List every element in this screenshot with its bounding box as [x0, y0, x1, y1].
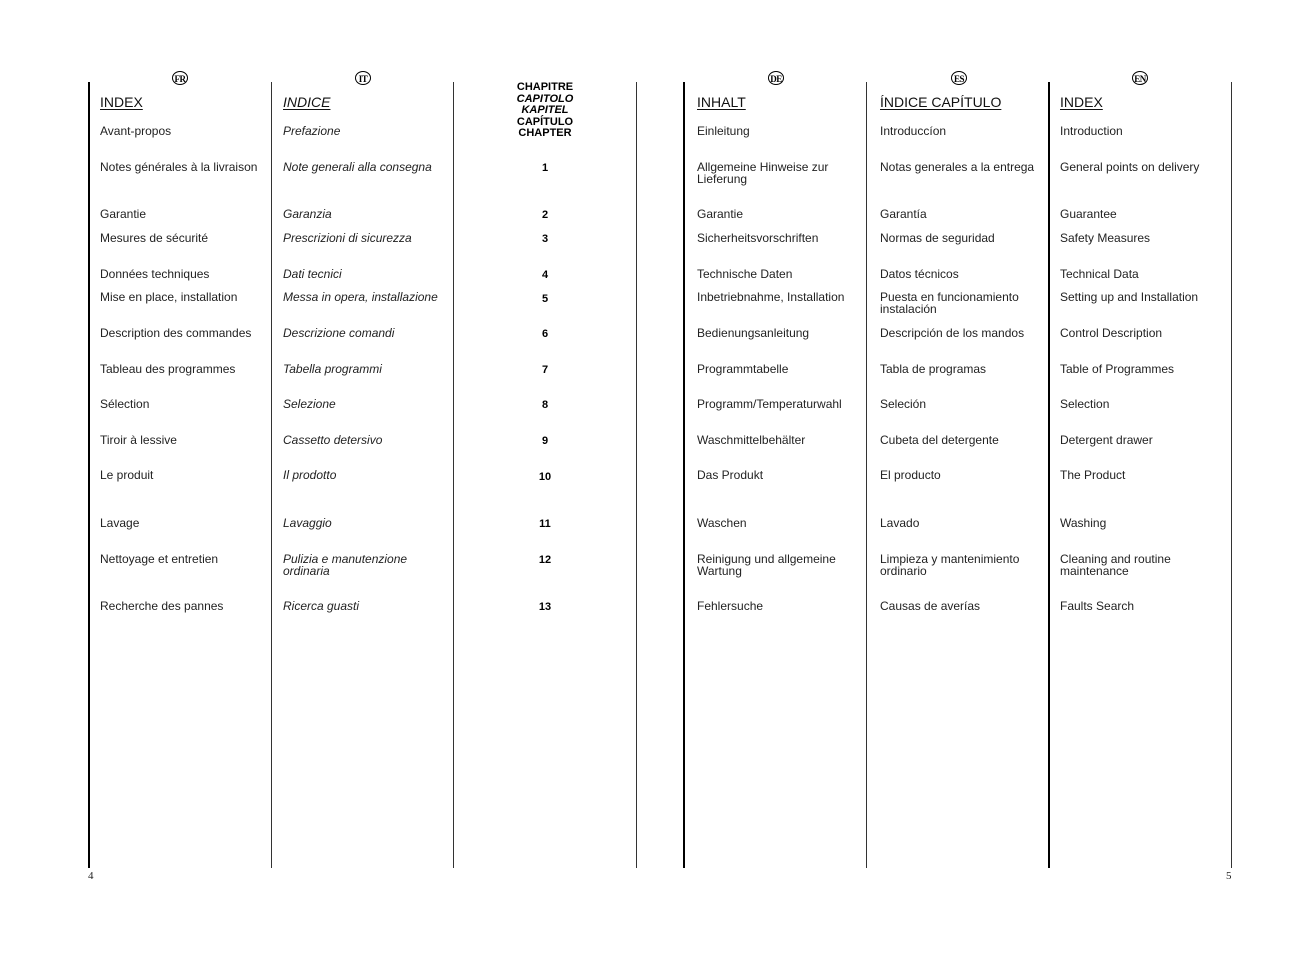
index-item-it: Pulizia e manutenzione ordinaria	[283, 552, 408, 578]
index-heading-en: INDEX	[1060, 94, 1103, 110]
language-badge-fr: FR	[172, 71, 188, 85]
chapter-number: 5	[541, 293, 549, 305]
index-item-en: Washing	[1060, 516, 1107, 530]
chapter-label-de: KAPITEL	[521, 104, 569, 116]
index-item-es: Notas generales a la entrega	[880, 160, 1035, 174]
index-item-de: Technische Daten	[697, 267, 793, 281]
index-item-it: Messa in opera, installazione	[283, 290, 438, 304]
chapter-number: 12	[538, 554, 552, 566]
index-item-en: General points on delivery	[1060, 160, 1200, 174]
index-item-es: Seleción	[880, 397, 927, 411]
index-item-de: Inbetriebnahme, Installation	[697, 290, 845, 304]
index-item-en: Setting up and Installation	[1060, 290, 1199, 304]
chapter-number: 3	[541, 233, 549, 245]
index-item-it: Note generali alla consegna	[283, 160, 432, 174]
index-item-en: Technical Data	[1060, 267, 1139, 281]
rule-fr-it	[271, 82, 272, 868]
language-badge-en: EN	[1132, 71, 1148, 85]
index-item-it: Lavaggio	[283, 516, 332, 530]
chapter-number: 11	[539, 518, 551, 530]
index-item-es: Normas de seguridad	[880, 231, 995, 245]
index-item-de: Waschen	[697, 516, 747, 530]
index-item-en: Faults Search	[1060, 599, 1135, 613]
index-item-fr: Nettoyage et entretien	[100, 552, 219, 566]
index-item-fr: Mise en place, installation	[100, 290, 238, 304]
rule-it-chapter	[453, 82, 454, 868]
page-number-left: 4	[88, 870, 94, 882]
chapter-label-en: CHAPTER	[518, 127, 572, 139]
index-item-fr: Données techniques	[100, 267, 210, 281]
index-item-de: Das Produkt	[697, 468, 764, 482]
rule-left-page	[88, 82, 90, 868]
index-item-fr: Le produit	[100, 468, 154, 482]
index-heading-fr: INDEX	[100, 94, 143, 110]
index-heading-es: ÍNDICE CAPÍTULO	[880, 94, 1002, 110]
index-item-es: El producto	[880, 468, 941, 482]
index-item-it: Ricerca guasti	[283, 599, 360, 613]
index-item-en: Introduction	[1060, 124, 1123, 138]
index-item-es: Garantía	[880, 207, 927, 221]
index-heading-it: INDICE	[283, 94, 331, 110]
chapter-number: 4	[541, 269, 549, 281]
index-item-de: Waschmittelbehälter	[697, 433, 806, 447]
index-item-de: Fehlersuche	[697, 599, 764, 613]
index-item-de: Reinigung und allgemeine Wartung	[697, 552, 836, 578]
index-item-es: Introduccíon	[880, 124, 947, 138]
index-item-it: Garanzia	[283, 207, 332, 221]
index-item-it: Descrizione comandi	[283, 326, 395, 340]
rule-en-end	[1231, 82, 1232, 868]
index-item-es: Tabla de programas	[880, 362, 987, 376]
rule-chapter-end	[636, 82, 637, 868]
index-item-en: Detergent drawer	[1060, 433, 1153, 447]
index-item-fr: Sélection	[100, 397, 150, 411]
language-badge-it: IT	[355, 71, 371, 85]
index-item-fr: Notes générales à la livraison	[100, 160, 258, 174]
index-item-it: Il prodotto	[283, 468, 337, 482]
index-item-en: Table of Programmes	[1060, 362, 1175, 376]
index-item-es: Descripción de los mandos	[880, 326, 1025, 340]
index-item-it: Prefazione	[283, 124, 341, 138]
index-item-es: Puesta en funcionamiento instalación	[880, 290, 1019, 316]
index-item-en: Guarantee	[1060, 207, 1117, 221]
index-item-fr: Garantie	[100, 207, 147, 221]
index-item-en: The Product	[1060, 468, 1126, 482]
language-badge-es: ES	[951, 71, 967, 85]
index-item-en: Safety Measures	[1060, 231, 1151, 245]
index-item-fr: Tiroir à lessive	[100, 433, 177, 447]
index-item-en: Cleaning and routine maintenance	[1060, 552, 1171, 578]
index-item-it: Dati tecnici	[283, 267, 342, 281]
index-item-en: Control Description	[1060, 326, 1163, 340]
index-item-de: Programm/Temperaturwahl	[697, 397, 842, 411]
chapter-heading	[505, 82, 585, 140]
chapter-number: 8	[541, 399, 549, 411]
chapter-number: 10	[538, 471, 552, 483]
index-item-es: Datos técnicos	[880, 267, 959, 281]
index-heading-de: INHALT	[697, 94, 746, 110]
chapter-label-fr: CHAPITRE	[516, 81, 574, 93]
chapter-label-it: CAPITOLO	[516, 92, 574, 105]
index-item-it: Selezione	[283, 397, 336, 411]
chapter-number: 6	[541, 328, 549, 340]
index-item-de: Bedienungsanleitung	[697, 326, 810, 340]
index-item-fr: Tableau des programmes	[100, 362, 236, 376]
index-item-en: Selection	[1060, 397, 1110, 411]
chapter-number: 7	[541, 364, 549, 376]
chapter-number: 13	[538, 601, 552, 613]
index-item-de: Allgemeine Hinweise zur Lieferung	[697, 160, 829, 186]
index-item-es: Limpieza y mantenimiento ordinario	[880, 552, 1020, 578]
index-item-de: Sicherheitsvorschriften	[697, 231, 819, 245]
index-item-de: Einleitung	[697, 124, 750, 138]
chapter-number: 1	[541, 162, 549, 174]
index-item-it: Cassetto detersivo	[283, 433, 383, 447]
index-item-de: Programmtabelle	[697, 362, 789, 376]
chapter-number: 9	[541, 435, 549, 447]
index-item-fr: Avant-propos	[100, 124, 172, 138]
page-number-right: 5	[1226, 870, 1232, 882]
chapter-number: 2	[541, 209, 549, 221]
index-item-es: Causas de averías	[880, 599, 981, 613]
index-item-de: Garantie	[697, 207, 744, 221]
index-item-it: Tabella programmi	[283, 362, 382, 376]
index-item-fr: Description des commandes	[100, 326, 252, 340]
language-badge-de: DE	[768, 71, 784, 85]
index-item-fr: Mesures de sécurité	[100, 231, 209, 245]
index-item-fr: Recherche des pannes	[100, 599, 224, 613]
index-item-es: Cubeta del detergente	[880, 433, 999, 447]
chapter-label-es: CAPÍTULO	[516, 115, 574, 128]
index-item-es: Lavado	[880, 516, 920, 530]
index-item-fr: Lavage	[100, 516, 140, 530]
rule-right-page	[683, 82, 685, 868]
index-item-it: Prescrizioni di sicurezza	[283, 231, 412, 245]
